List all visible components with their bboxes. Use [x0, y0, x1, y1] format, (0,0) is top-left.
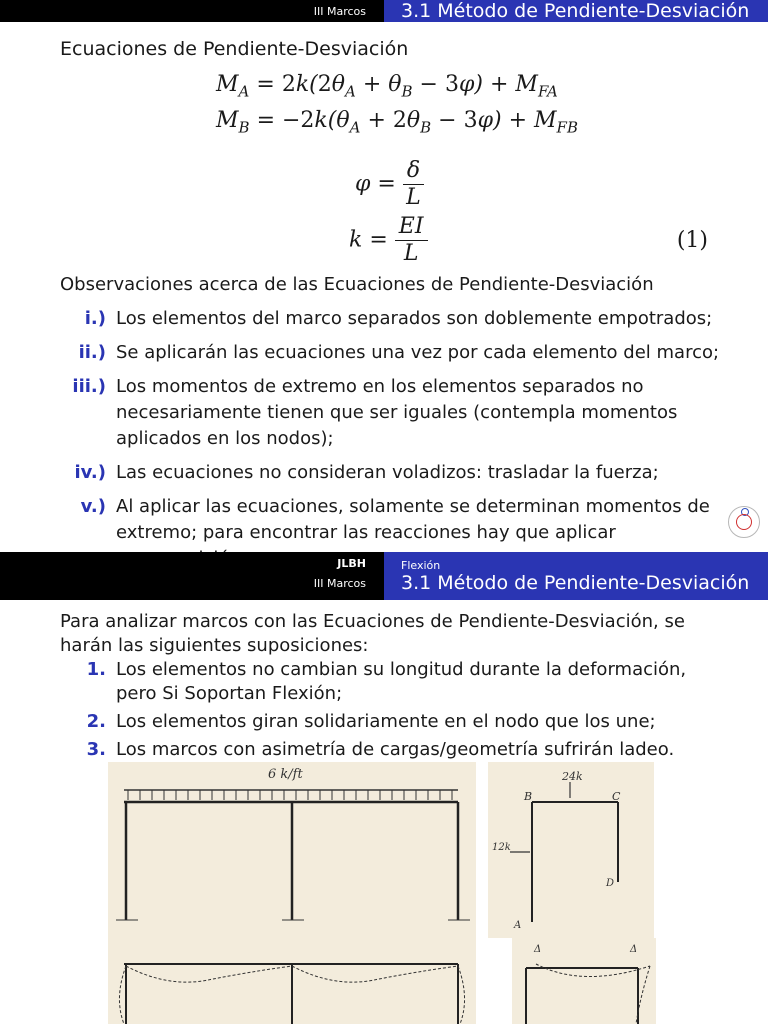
header-left — [0, 0, 384, 22]
k-denominator: L — [403, 241, 419, 266]
frame-uniform-load-diagram — [108, 762, 476, 950]
list-item-text: Los elementos del marco separados son doblemente empotrados; — [116, 308, 713, 329]
list-item — [60, 658, 720, 706]
list-marker: i.) — [84, 308, 106, 329]
list-marker: 3. — [86, 739, 106, 760]
slide-header — [0, 552, 768, 600]
list-item-text: Las ecuaciones no consideran voladizos: trasladar la fuerza; — [116, 462, 659, 483]
slide-2 — [0, 552, 768, 1024]
list-item — [60, 738, 720, 762]
slide-heading: Ecuaciones de Pendiente-Desviación — [60, 38, 409, 60]
list-item — [60, 306, 720, 332]
seal-inner-mark — [736, 514, 752, 530]
list-item-text: Al aplicar las ecuaciones, solamente se determinan momentos de extremo; para encontrar las reacciones hay que aplicar — [116, 496, 710, 543]
header-author: JLBH — [337, 557, 366, 570]
frame-uniform-load-figure — [108, 762, 476, 950]
equation-mb: $M_B = -2k(\theta_A + 2\theta_B - 3\varphi) + M_{FB}$ — [216, 108, 578, 137]
list-marker: iv.) — [74, 462, 106, 483]
observations-list — [60, 306, 720, 580]
phi-lhs: φ = — [355, 171, 396, 197]
list-marker: 1. — [86, 659, 106, 680]
phi-numerator: δ — [403, 158, 424, 185]
slide-header — [0, 0, 768, 22]
list-item — [60, 340, 720, 366]
university-seal-icon — [728, 506, 760, 538]
header-left — [0, 552, 384, 600]
node-d-label: D — [606, 878, 615, 889]
list-item — [60, 374, 720, 452]
sway-frame-diagram — [512, 938, 656, 1024]
equation-k — [349, 214, 428, 267]
equation-ma: $M_A = 2k(2\theta_A + \theta_B - 3\varphi) + M_{FA}$ — [216, 72, 558, 101]
equation-phi — [355, 158, 424, 211]
list-marker: iii.) — [72, 376, 106, 397]
k-numerator: EI — [395, 214, 428, 241]
list-item-text: Los momentos de extremo en los elementos separados no necesariamente tienen que ser iguales (contempla momentos aplicados en los nodos); — [116, 376, 678, 449]
deformed-frame-diagram — [108, 948, 476, 1024]
list-marker: ii.) — [78, 342, 106, 363]
list-item-text: Los marcos con asimetría de cargas/geometría sufrirán ladeo. — [116, 739, 675, 760]
list-item — [60, 710, 720, 734]
header-topic: Flexión — [401, 559, 441, 572]
frame-lateral-load-diagram — [488, 762, 654, 938]
node-b-label: B — [524, 790, 533, 803]
header-title: 3.1 Método de Pendiente-Desviación — [401, 572, 750, 594]
lateral-load-label: 12k — [492, 842, 511, 853]
list-item-text: Los elementos giran solidariamente en el nodo que los une; — [116, 711, 656, 732]
list-item-text: Se aplicarán las ecuaciones una vez por cada elemento del marco; — [116, 342, 720, 363]
k-lhs: k = — [349, 227, 388, 253]
delta-right-label: Δ — [630, 944, 638, 955]
phi-fraction — [403, 158, 424, 211]
header-title: 3.1 Método de Pendiente-Desviación — [401, 0, 750, 22]
header-right — [384, 552, 768, 600]
frame-lateral-load-figure — [488, 762, 654, 938]
intro-paragraph: Para analizar marcos con las Ecuaciones de Pendiente-Desviación, se harán las siguientes suposiciones: — [60, 611, 685, 656]
list-marker: v.) — [80, 496, 106, 517]
header-section: III Marcos — [313, 577, 366, 590]
list-item-text: Los elementos no cambian su longitud durante la deformación, pero Si Soportan Flexión; — [116, 659, 687, 704]
load-label: 6 k/ft — [268, 767, 303, 782]
deformed-frame-figure — [108, 948, 476, 1024]
phi-denominator: L — [406, 185, 421, 210]
node-c-label: C — [612, 790, 621, 803]
node-a-label: A — [514, 920, 522, 931]
k-fraction — [395, 214, 428, 267]
equation-number: (1) — [676, 228, 708, 253]
delta-left-label: Δ — [534, 944, 542, 955]
header-section: III Marcos — [313, 5, 366, 18]
sway-frame-figure — [512, 938, 656, 1024]
list-item — [60, 460, 720, 486]
vertical-load-label: 24k — [562, 770, 583, 783]
list-marker: 2. — [86, 711, 106, 732]
header-right — [384, 0, 768, 22]
observations-heading: Observaciones acerca de las Ecuaciones de Pendiente-Desviación — [60, 274, 654, 295]
assumptions-list — [60, 658, 720, 766]
